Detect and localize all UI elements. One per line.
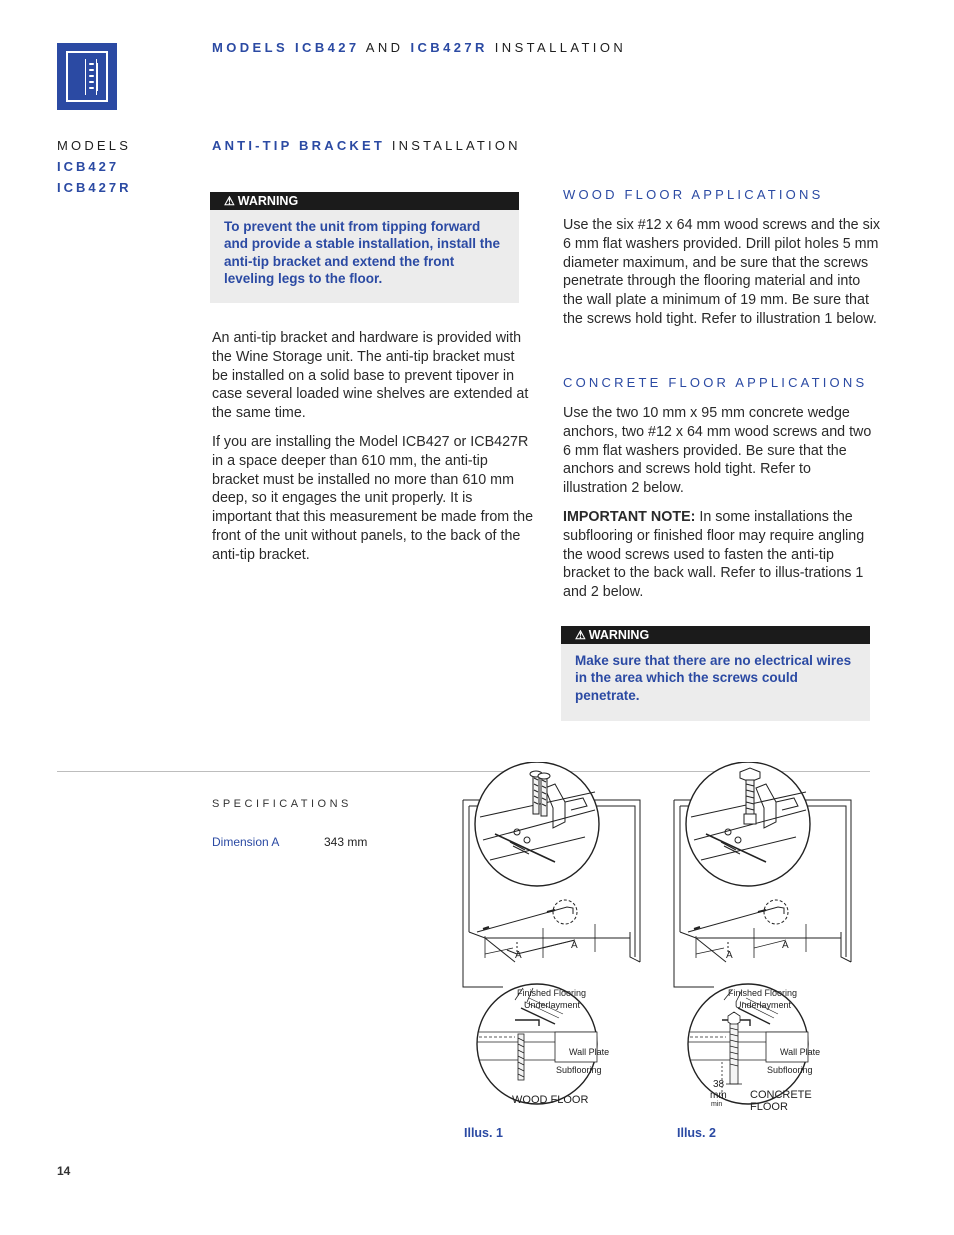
warning-label: WARNING [588,628,650,642]
model-icb427: ICB427 [57,159,120,174]
label-underlayment: Underlayment [735,1000,792,1010]
section-title-rest: INSTALLATION [385,138,521,153]
warning-label: WARNING [237,194,299,208]
header-model-2: ICB427R [410,40,488,55]
header-model-1: MODELS ICB427 [212,40,360,55]
illus-2-caption: Illus. 2 [677,1126,716,1140]
label-wood-floor: WOOD FLOOR [512,1094,589,1106]
dimension-a-right: A [571,940,578,951]
concrete-floor-paragraph: Use the two 10 mm x 95 mm concrete wedge anchors, two #12 x 64 mm wood screws and two 6 mm flat washers provided. Be sure that the anchors and screws hold tight. Refer to illustration 2 below. [563,405,872,497]
dimension-a-left: A [515,950,522,961]
concrete-floor-heading: CONCRETE FLOOR APPLICATIONS [563,375,868,390]
warning-triangle-icon: ⚠ [575,628,586,642]
illus-1-caption: Illus. 1 [464,1126,503,1140]
label-subflooring: Subflooring [556,1065,602,1075]
section-title [212,138,521,153]
important-note-label: IMPORTANT NOTE: [563,508,696,525]
label-finished-flooring: Finished Flooring [517,988,587,998]
warning-box-tipping [210,192,519,303]
label-floor: FLOOR [750,1101,788,1113]
models-label: MODELS [57,138,132,153]
dimension-a-left: A [726,950,733,961]
label-concrete: CONCRETE [750,1089,812,1101]
wine-storage-logo-icon [57,43,117,110]
intro-paragraph-2: If you are installing the Model ICB427 or ICB427R in a space deeper than 610 mm, the anti-tip bracket must be installed no more than 610 mm deep, so it engages the unit properly. It is important that this measurement be made from the front of the unit without panels, to the back of the anti-tip bracket. [212,433,534,563]
label-finished-flooring: Finished Flooring [728,988,798,998]
dimension-a-right: A [782,940,789,951]
dimension-a-value: 343 mm [324,835,368,849]
warning-bar [210,192,519,210]
label-depth-unit: mm [710,1090,727,1101]
warning-triangle-icon: ⚠ [224,194,235,208]
label-depth-value: 38 [713,1079,725,1090]
important-note-text: In some installations the subflooring or finished floor may require angling the wood screws used to fasten the anti-tip bracket to the back wall. Refer to illus-trations 1 and 2 below. [563,508,865,601]
illustration-concrete-floor [666,762,866,1127]
page-number: 14 [57,1164,71,1178]
label-underlayment: Underlayment [524,1000,581,1010]
illustration-wood-floor [455,762,655,1127]
label-wall-plate: Wall Plate [569,1047,610,1057]
wood-floor-heading: WOOD FLOOR APPLICATIONS [563,187,824,202]
header-and: AND [359,40,411,55]
label-wall-plate: Wall Plate [780,1047,821,1057]
page-header [212,40,626,55]
label-subflooring: Subflooring [767,1065,813,1075]
specifications-heading: SPECIFICATIONS [212,798,352,810]
concrete-floor-text [563,404,879,612]
important-note [563,508,879,602]
warning-bar [561,626,870,644]
dimension-a-label: Dimension A [212,835,280,849]
label-depth-min: min [711,1101,723,1108]
intro-paragraph-1: An anti-tip bracket and hardware is provided with the Wine Storage unit. The anti-tip bracket must be installed on a solid base to prevent tipover in case several loaded wine shelves are extended at the same time. [212,330,529,422]
wood-floor-paragraph: Use the six #12 x 64 mm wood screws and the six 6 mm flat washers provided. Drill pilot holes 5 mm diameter maximum, and be sure that the screws penetrate through the flooring material and into the wall plate a minimum of 19 mm. Be sure that the screws hold tight. Refer to illustration 1 below. [563,217,881,327]
warning-text: To prevent the unit from tipping forward and provide a stable installation, install the anti-tip bracket and extend the front leveling legs to the floor. [224,219,501,287]
warning-box-electrical [561,626,870,721]
section-title-bold: ANTI-TIP BRACKET [212,138,386,153]
warning-text: Make sure that there are no electrical wires in the area which the screws could penetrate. [575,653,852,703]
model-icb427r: ICB427R [57,180,132,195]
wood-floor-text [563,216,883,339]
intro-text [212,329,534,575]
header-installation: INSTALLATION [487,40,627,55]
